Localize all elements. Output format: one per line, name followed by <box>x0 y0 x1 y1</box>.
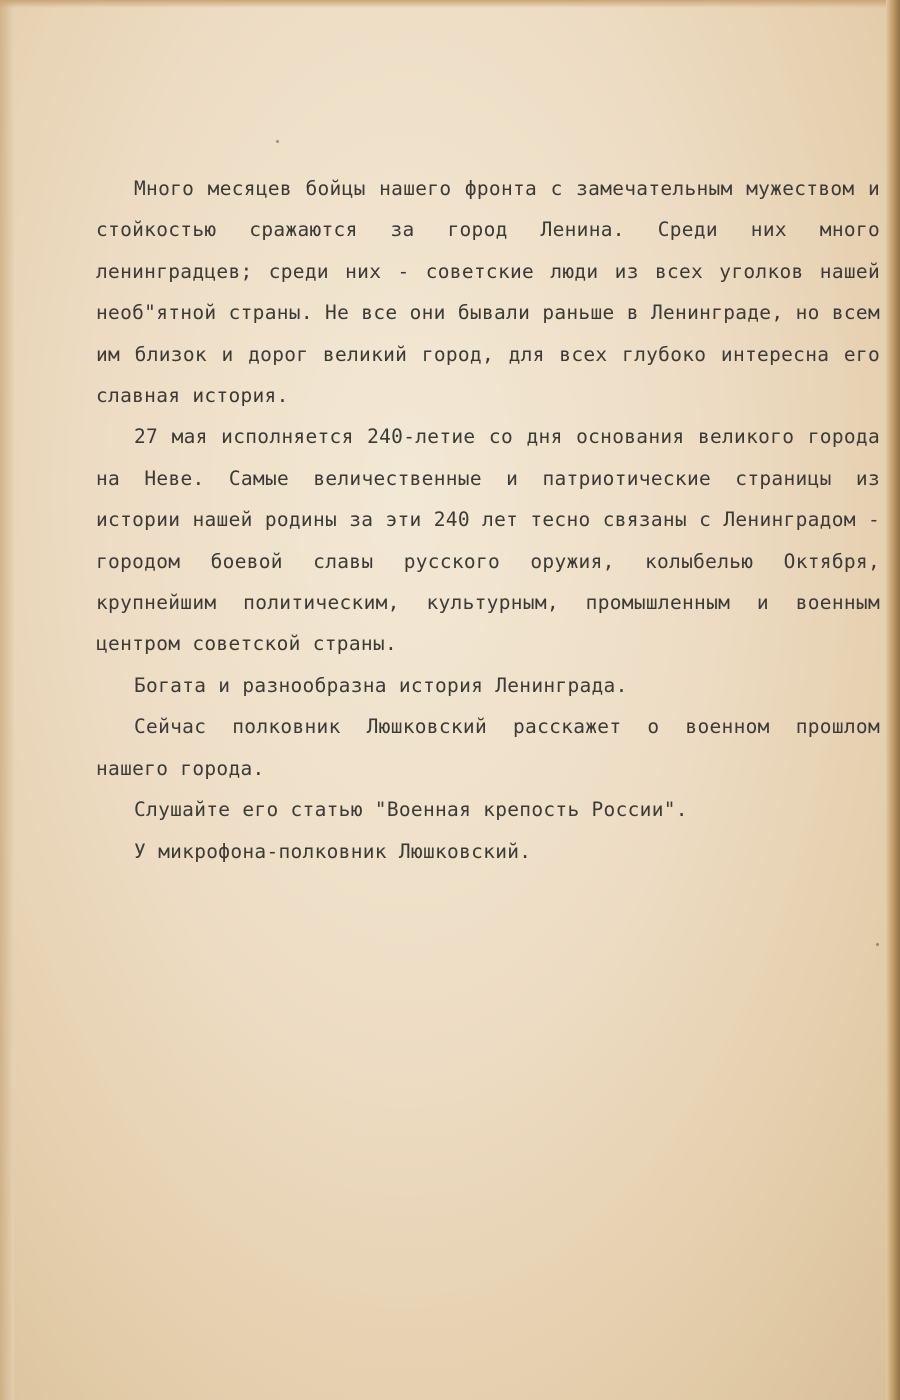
paragraph-intro: Много месяцев бойцы нашего фронта с замечательным мужеством и стойкостью сражаются за город Ленина. Среди них много ленинградцев; среди них - советские люди из всех уголков нашей необ"ятной страны. Не все они бывали раньше в Ленинграде, но всем им близок и дорог великий город, для всех глубоко интересна его славная история. <box>96 177 880 408</box>
ink-speck <box>876 943 879 946</box>
page-top-edge <box>0 0 900 8</box>
paragraph-microphone: У микрофона-полковник Люшковский. <box>134 839 532 863</box>
ink-speck <box>276 140 279 143</box>
typed-text-body <box>96 168 880 872</box>
paragraph-article-title: Слушайте его статью "Военная крепость России". <box>134 798 688 822</box>
paragraph-anniversary: 27 мая исполняется 240-летие со дня основания великого города на Неве. Самые величественные и патриотические страницы из истории нашей родины за эти 240 лет тесно связаны с Ленинградом - городом боевой славы русского оружия, колыбелью Октября, крупнейшим политическим, культурным, промышленным и военным центром советской страны. <box>96 425 880 656</box>
page-right-edge <box>886 0 900 1400</box>
paragraph-colonel: Сейчас полковник Люшковский расскажет о военном прошлом нашего города. <box>96 715 880 780</box>
paragraph-history: Богата и разнообразна история Ленинграда. <box>134 673 628 697</box>
